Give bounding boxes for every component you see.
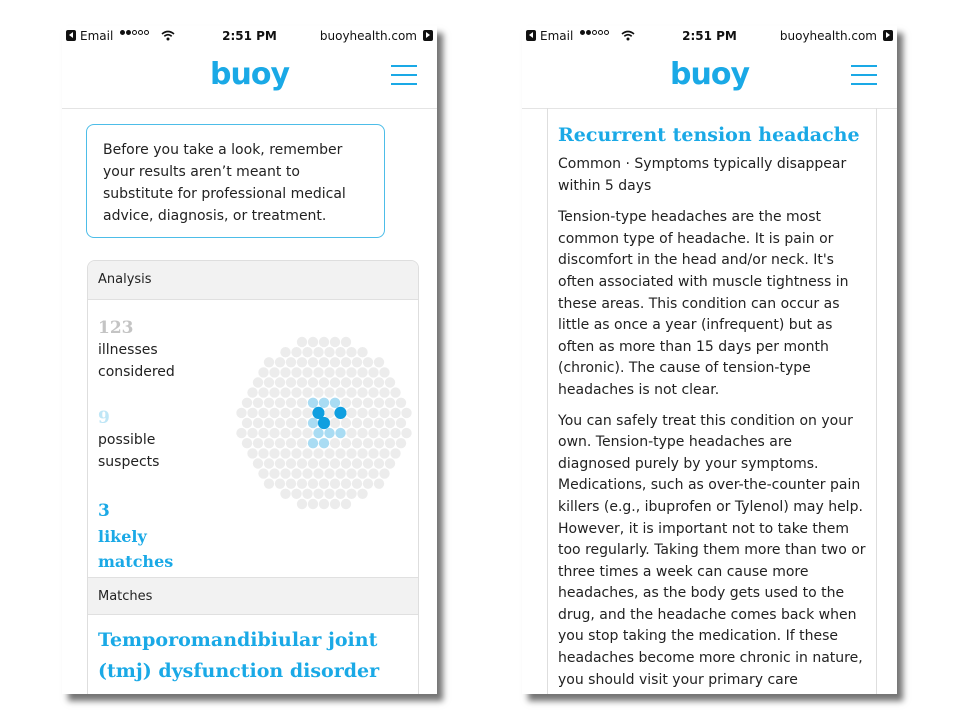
illness-dot [346,489,356,499]
illness-dot [330,438,340,448]
illness-dot [379,428,389,438]
menu-icon[interactable] [391,65,417,85]
illness-dot [297,377,307,387]
illness-dot [363,418,373,428]
illness-dot [286,458,296,468]
illness-dot [264,357,274,367]
illness-dot [302,347,312,357]
illness-dot [379,387,389,397]
analysis-card [87,260,419,694]
clock: 2:51 PM [682,29,737,43]
illness-dot [297,438,307,448]
illness-dot [390,408,400,418]
illness-dot [258,367,268,377]
first-match-title[interactable]: Temporomandibiular joint (tmj) dysfunction disorder [98,629,380,682]
phone-screen-left [62,26,437,694]
illness-dot [286,377,296,387]
illness-dot [258,428,268,438]
illness-dot [385,377,395,387]
illness-dot [242,438,252,448]
illness-dot [363,377,373,387]
illness-dot [253,438,263,448]
illness-dot [313,489,323,499]
illness-dot [324,408,334,418]
carrier-label[interactable]: Email [540,29,574,43]
illness-dot [313,448,323,458]
illness-dot [385,458,395,468]
illness-dot [341,377,351,387]
illness-dot [368,468,378,478]
possible-suspect-dot [319,398,329,408]
forward-to-site-icon[interactable] [883,30,893,41]
analysis-dot-cluster [234,333,414,513]
likely-matches-stat [98,499,173,574]
disclaimer-box: Before you take a look, remember your results aren’t meant to substitute for professional medical advice, diagnosis, or treatment. [86,124,385,238]
illness-dot [319,337,329,347]
illness-dot [280,367,290,377]
illness-dot [324,387,334,397]
condition-description: Tension-type headaches are the most common type of headache. It is pain or discomfort in the head and/or neck. It's often associated with muscle tightness in these areas. This condition can occur as little as once a year (infrequent) but as often as more than 15 days per month (chronic). The cause of tension-type headaches is not clear. [558,209,849,398]
illness-dot [286,479,296,489]
illness-dot [308,377,318,387]
illness-dot [374,479,384,489]
illness-dot [357,448,367,458]
possible-suspect-dot [324,428,334,438]
likely-label-line-2: matches [98,552,174,571]
suspects-label-line-2: suspects [98,454,160,470]
likely-count: 3 [98,501,110,521]
illness-dot [374,398,384,408]
illness-dot [297,479,307,489]
status-bar [522,26,897,48]
illness-dot [291,367,301,377]
top-nav [522,48,897,109]
illness-dot [330,418,340,428]
illness-dot [335,468,345,478]
illness-dot [379,367,389,377]
site-label[interactable]: buoyhealth.com [319,29,417,43]
illness-dot [258,387,268,397]
illness-dot [247,387,257,397]
illness-dot [275,418,285,428]
illness-dot [357,468,367,478]
illness-dot [280,448,290,458]
illness-dot [352,458,362,468]
illness-dot [275,479,285,489]
likely-match-dot [318,417,330,429]
illness-dot [330,458,340,468]
illness-dot [291,468,301,478]
illness-dot [302,468,312,478]
illness-dot [346,347,356,357]
illness-dot [390,448,400,458]
illness-dot [374,418,384,428]
illness-dot [264,479,274,489]
illness-dot [297,398,307,408]
illnesses-count: 123 [98,318,134,338]
illness-dot [286,398,296,408]
illness-dot [341,479,351,489]
illness-dot [280,387,290,397]
illness-dot [275,438,285,448]
illness-dot [269,408,279,418]
illness-dot [385,418,395,428]
illness-dot [352,357,362,367]
illnesses-label-line-1: illnesses [98,342,158,358]
illness-dot [291,448,301,458]
illness-dot [308,479,318,489]
illness-dot [280,489,290,499]
illness-dot [280,347,290,357]
illness-dot [313,387,323,397]
illness-dot [346,428,356,438]
illness-dot [385,438,395,448]
forward-to-site-icon[interactable] [423,30,433,41]
illness-dot [341,458,351,468]
illness-dot [352,479,362,489]
illness-dot [297,499,307,509]
illness-dot [302,428,312,438]
illness-dot [374,357,384,367]
illness-dot [330,337,340,347]
illness-dot [324,347,334,357]
suspects-label-line-1: possible [98,432,156,448]
illness-dot [264,418,274,428]
illness-dot [368,428,378,438]
illness-dot [264,377,274,387]
illness-dot [401,408,411,418]
illness-dot [280,428,290,438]
illness-dot [302,387,312,397]
illness-dot [379,408,389,418]
phone-screen-right [522,26,897,694]
condition-card [547,108,877,694]
possible-suspect-dot [308,398,318,408]
illness-dot [297,458,307,468]
illness-dot [396,438,406,448]
illness-dot [275,377,285,387]
possible-suspect-dot [319,438,329,448]
illness-dot [313,347,323,357]
likely-match-dot [334,407,346,419]
illness-dot [269,448,279,458]
illness-dot [319,479,329,489]
illness-dot [363,438,373,448]
illness-dot [308,357,318,367]
illness-dot [379,448,389,458]
illness-dot [247,408,257,418]
site-label[interactable]: buoyhealth.com [779,29,877,43]
illness-dot [269,468,279,478]
illness-dot [346,387,356,397]
illness-dot [236,428,246,438]
illness-dot [324,367,334,377]
condition-meta: Common · Symptoms typically disappear within 5 days [558,156,847,194]
illness-dot [379,468,389,478]
carrier-label[interactable]: Email [80,29,114,43]
illness-dot [242,398,252,408]
illness-dot [247,428,257,438]
illness-dot [335,489,345,499]
illness-dot [341,357,351,367]
possible-suspect-dot [313,428,323,438]
top-nav [62,48,437,109]
illness-dot [286,357,296,367]
illness-dot [242,418,252,428]
likely-label-line-1: likely [98,527,147,546]
matches-header: Matches [88,577,418,615]
illness-dot [385,398,395,408]
illness-dot [368,387,378,397]
illness-dot [401,428,411,438]
illness-dot [275,458,285,468]
illness-dot [280,468,290,478]
clock: 2:51 PM [222,29,277,43]
illness-dot [352,398,362,408]
buoy-logo[interactable]: buoy [670,57,749,92]
illness-dot [297,418,307,428]
buoy-logo[interactable]: buoy [210,57,289,92]
condition-treatment: You can safely treat this condition on your own. Tension-type headaches are diagnosed purely by your symptoms. Medications, such as over-the-counter pain killers (e.g., ibuprofen or Tylenol) may help. However, it is important not to take them too regularly. Taking them more than two or three times a week can cause more headaches, as the body gets used to the drug, and the headache comes back when you stop taking the medication. If these headaches become more chronic in nature, you should visit your primary care [558,412,866,688]
illness-dot [313,367,323,377]
illness-dot [363,398,373,408]
illness-dot [253,398,263,408]
illness-dot [368,367,378,377]
illness-dot [335,367,345,377]
illness-dot [374,377,384,387]
illness-dot [308,337,318,347]
illness-dot [308,499,318,509]
illness-dot [357,367,367,377]
illness-dot [297,337,307,347]
illness-dot [396,418,406,428]
illness-dot [363,357,373,367]
illness-dot [275,398,285,408]
illness-dot [247,448,257,458]
illness-dot [286,418,296,428]
illness-dot [341,398,351,408]
illness-dot [264,438,274,448]
illness-dot [291,408,301,418]
suspects-count: 9 [98,408,110,428]
illness-dot [319,377,329,387]
illness-dot [363,458,373,468]
analysis-header: Analysis [88,261,418,300]
illness-dot [324,468,334,478]
illness-dot [335,448,345,458]
illness-dot [363,479,373,489]
illness-dot [374,438,384,448]
illness-dot [253,458,263,468]
illness-dot [346,367,356,377]
illness-dot [357,428,367,438]
illness-dot [341,438,351,448]
illness-dot [269,367,279,377]
illness-dot [341,499,351,509]
illness-dot [286,438,296,448]
illness-dot [253,377,263,387]
illness-dot [390,428,400,438]
illness-dot [258,468,268,478]
illness-dot [352,418,362,428]
illness-dot [330,377,340,387]
illness-dot [302,367,312,377]
illness-dot [319,458,329,468]
illness-dot [335,347,345,357]
illness-dot [297,357,307,367]
illness-dot [302,408,312,418]
illness-dot [346,448,356,458]
illness-dot [280,408,290,418]
illness-dot [291,347,301,357]
illness-dot [352,438,362,448]
menu-icon[interactable] [851,65,877,85]
illnesses-considered-stat [98,317,175,383]
illness-dot [264,398,274,408]
illness-dot [236,408,246,418]
possible-suspects-stat [98,407,159,473]
illness-dot [346,408,356,418]
illness-dot [258,408,268,418]
illness-dot [291,428,301,438]
illness-dot [396,398,406,408]
illness-dot [368,408,378,418]
illness-dot [357,489,367,499]
illness-dot [253,418,263,428]
illness-dot [357,347,367,357]
illness-dot [357,408,367,418]
illness-dot [302,448,312,458]
illness-dot [319,499,329,509]
illness-dot [330,499,340,509]
illness-dot [324,448,334,458]
illness-dot [374,458,384,468]
illness-dot [291,489,301,499]
possible-suspect-dot [308,438,318,448]
illness-dot [330,479,340,489]
illness-dot [269,387,279,397]
illness-dot [275,357,285,367]
illness-dot [390,387,400,397]
illness-dot [291,387,301,397]
illness-dot [269,428,279,438]
illness-dot [346,468,356,478]
possible-suspect-dot [330,398,340,408]
illness-dot [341,418,351,428]
status-bar [62,26,437,48]
illness-dot [357,387,367,397]
illness-dot [341,337,351,347]
possible-suspect-dot [335,428,345,438]
illnesses-label-line-2: considered [98,364,175,380]
illness-dot [335,387,345,397]
illness-dot [368,448,378,458]
condition-title: Recurrent tension headache [558,124,860,146]
illness-dot [324,489,334,499]
illness-dot [352,377,362,387]
illness-dot [264,458,274,468]
illness-dot [258,448,268,458]
illness-dot [330,357,340,367]
illness-dot [302,489,312,499]
illness-dot [319,357,329,367]
illness-dot [308,458,318,468]
illness-dot [313,468,323,478]
possible-suspect-dot [308,418,318,428]
